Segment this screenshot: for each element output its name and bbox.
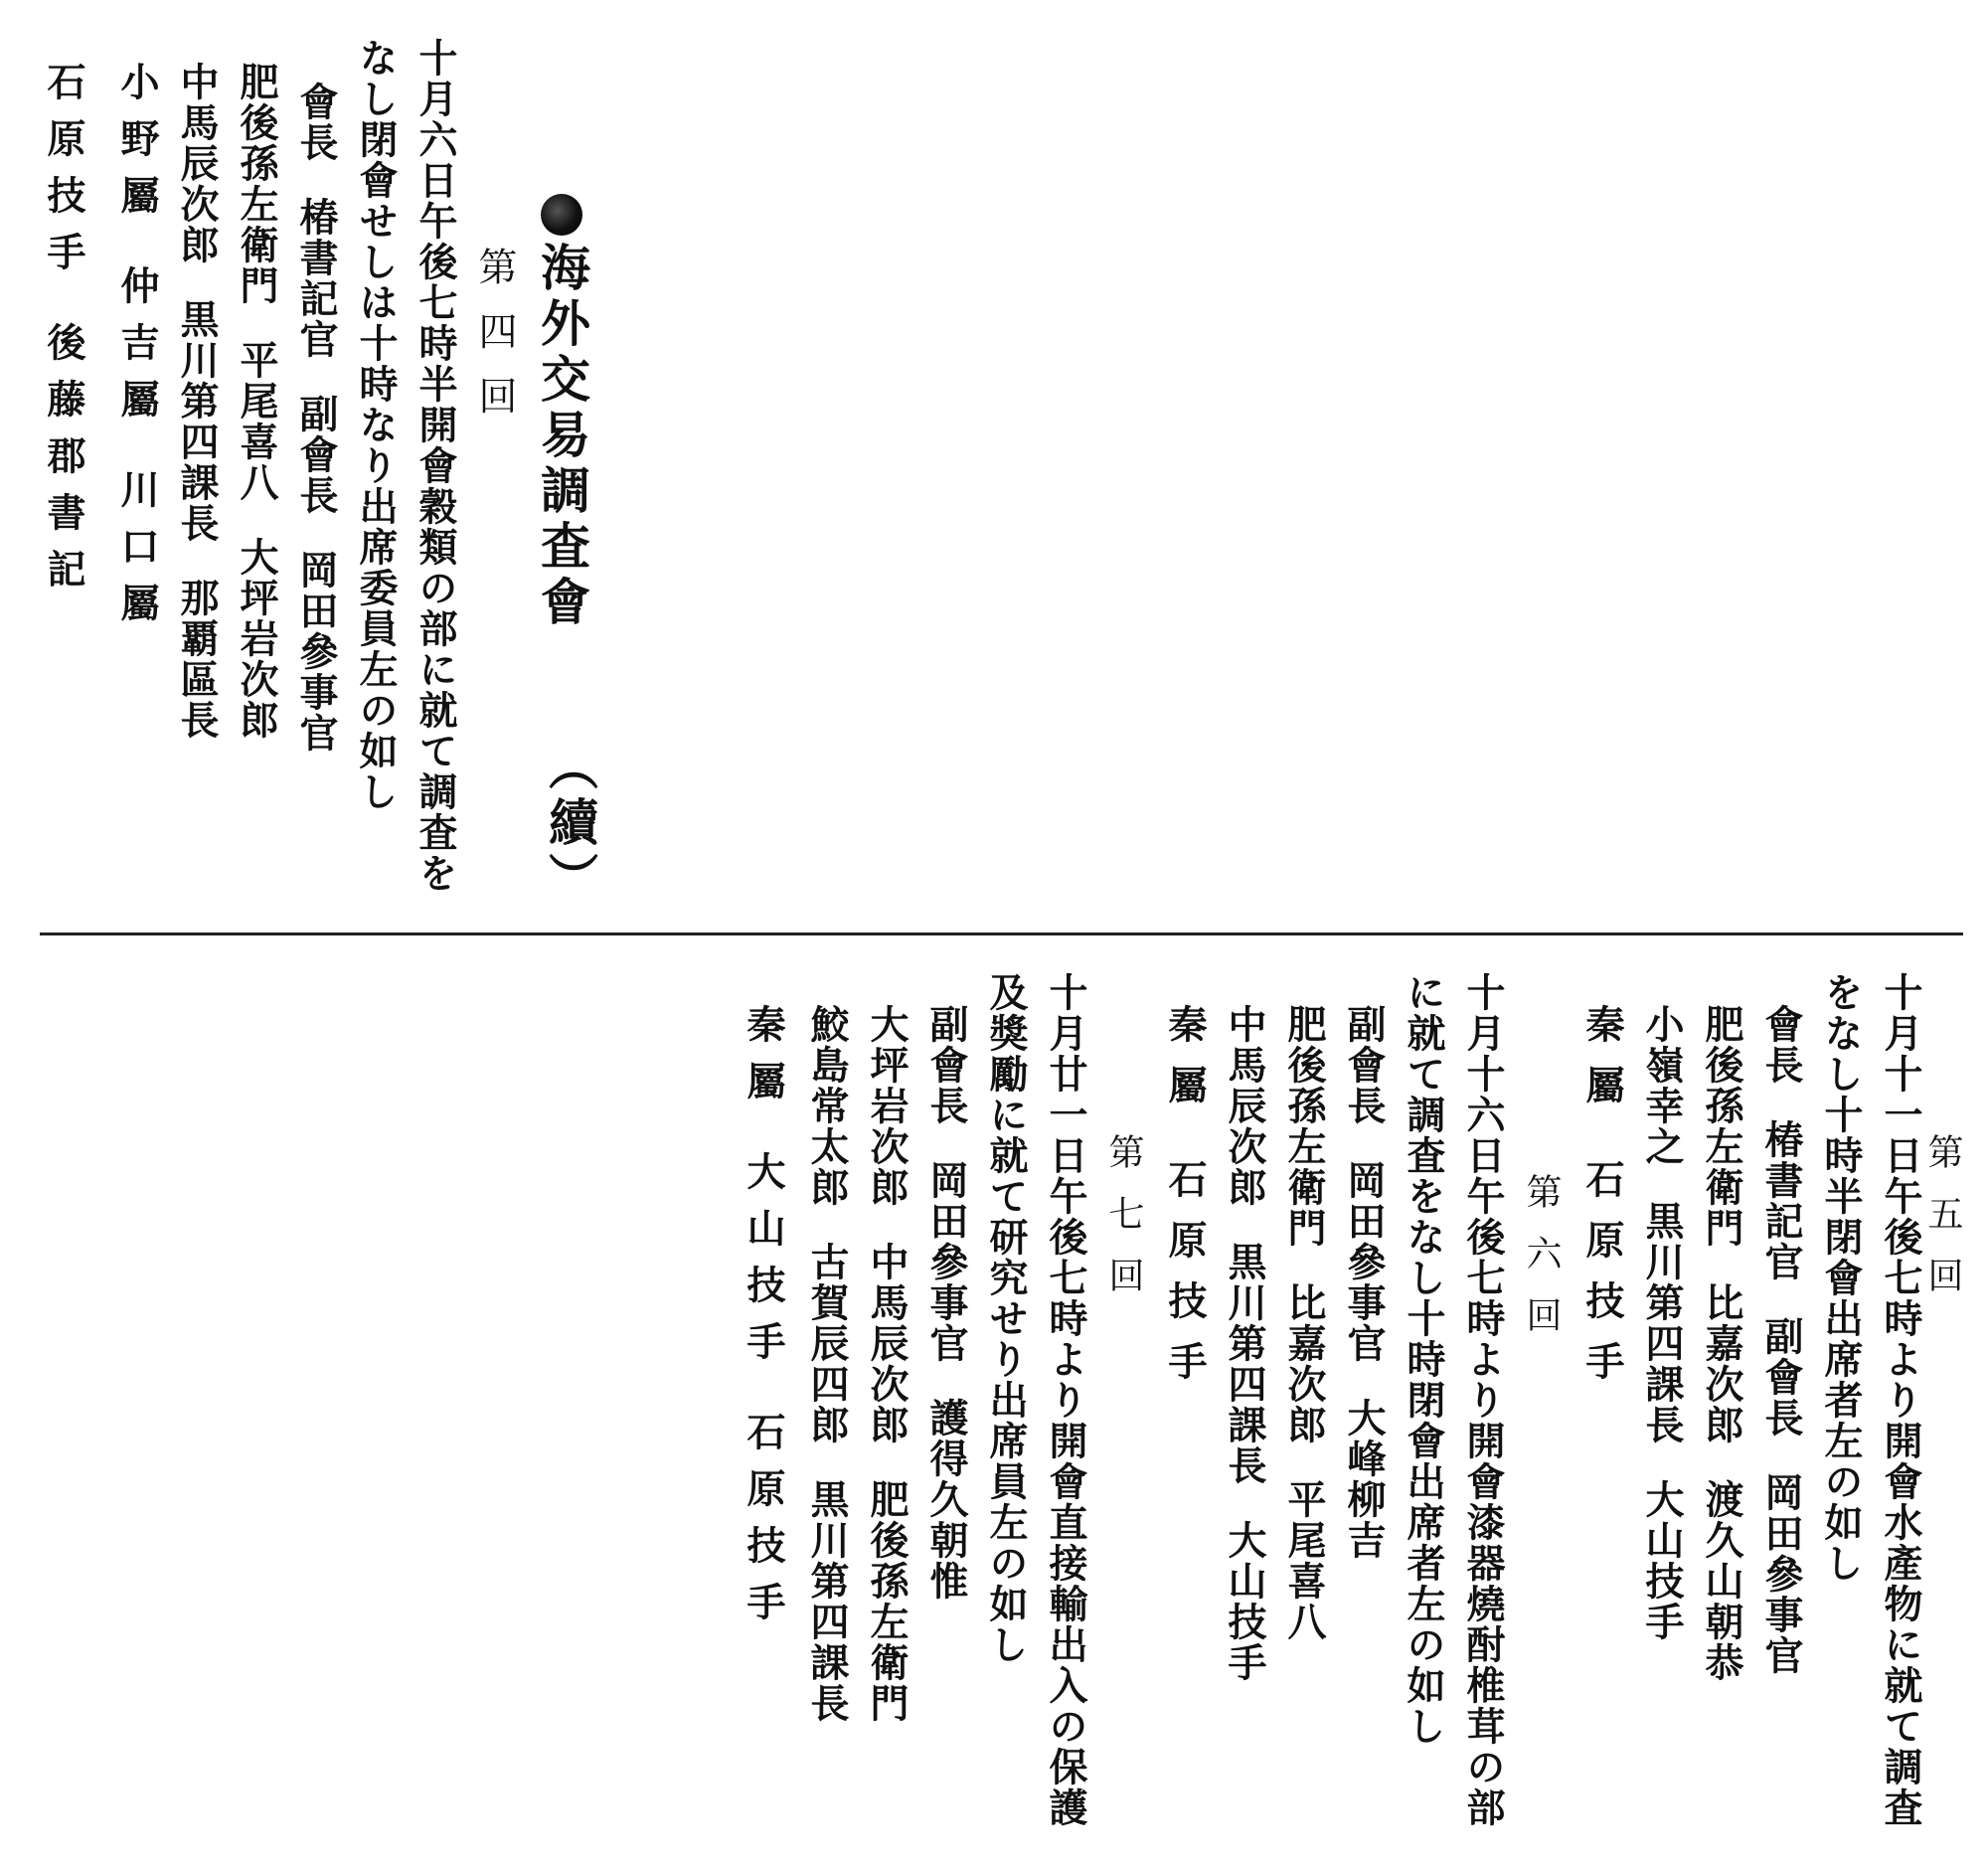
session-4-intro-line-2: なし閉會せしは十時なり出席委員左の如し xyxy=(353,38,399,812)
session-7-intro-line-2: 及獎勵に就て研究せり出席員左の如し xyxy=(983,972,1029,1665)
session-4-row-3: 中馬辰次郎黒川第四課長那覇區長 xyxy=(174,62,220,741)
session-7-row-1: 副會長岡田參事官護得久朝惟 xyxy=(923,1004,969,1602)
session-6-heading: 第六回 xyxy=(1521,1173,1562,1358)
session-7-row-3: 鮫島常太郎古賀辰四郎黒川第四課長 xyxy=(804,1004,850,1724)
session-6-intro-line-2: に就て調査をなし十時閉會出席者左の如し xyxy=(1401,972,1446,1747)
session-4-row-4: 小野屬仲吉屬川口屬 xyxy=(114,62,160,639)
session-7-heading: 第七回 xyxy=(1103,1133,1144,1318)
session-6-row-4: 秦屬石原技手 xyxy=(1162,1004,1208,1402)
session-7-row-2: 大坪岩次郎中馬辰次郎肥後孫左衛門 xyxy=(864,1004,910,1724)
article-title xyxy=(533,194,591,631)
session-4-row-2: 肥後孫左衛門平尾喜八大坪岩次郎 xyxy=(234,62,279,741)
continued-mark: （續） xyxy=(541,741,599,908)
session-5-intro-line-2: をなし十時半閉會出席者左の如し xyxy=(1818,972,1864,1584)
session-4-row-1: 會長椿書記官副會長岡田參事官 xyxy=(293,82,339,754)
session-5-intro-line-1: 十月十一日午後七時より開會水產物に就て調査 xyxy=(1878,972,1923,1828)
title-text: 海外交易調査會 xyxy=(533,242,591,631)
session-6-row-1: 副會長岡田參事官大峰柳吉 xyxy=(1341,1004,1387,1561)
session-6-row-3: 中馬辰次郎黒川第四課長大山技手 xyxy=(1222,1004,1267,1683)
session-5-row-1: 會長椿書記官副會長岡田參事官 xyxy=(1758,1004,1804,1676)
session-4-intro-line-1: 十月六日午後七時半開會穀類の部に就て調査を xyxy=(413,38,458,894)
session-6-intro-line-1: 十月十六日午後七時より開會漆器燒酎椎茸の部 xyxy=(1460,972,1506,1828)
session-6-row-2: 肥後孫左衛門比嘉次郎平尾喜八 xyxy=(1281,1004,1327,1642)
session-5-row-4: 秦屬石原技手 xyxy=(1579,1004,1625,1402)
bullet-icon xyxy=(541,194,582,236)
session-5-row-2: 肥後孫左衛門比嘉次郎渡久山朝恭 xyxy=(1699,1004,1744,1683)
session-4-heading: 第四回 xyxy=(472,247,517,440)
session-4-row-5: 石原技手後藤郡書記 xyxy=(41,62,86,605)
session-5-heading: 第五回 xyxy=(1922,1133,1963,1318)
section-divider xyxy=(40,932,1963,935)
session-5-row-3: 小嶺幸之黒川第四課長大山技手 xyxy=(1639,1004,1685,1642)
session-7-intro-line-1: 十月廿一日午後七時より開會直接輸出入の保護 xyxy=(1043,972,1088,1828)
session-7-row-4: 秦屬大山技手石原技手 xyxy=(741,1004,786,1638)
